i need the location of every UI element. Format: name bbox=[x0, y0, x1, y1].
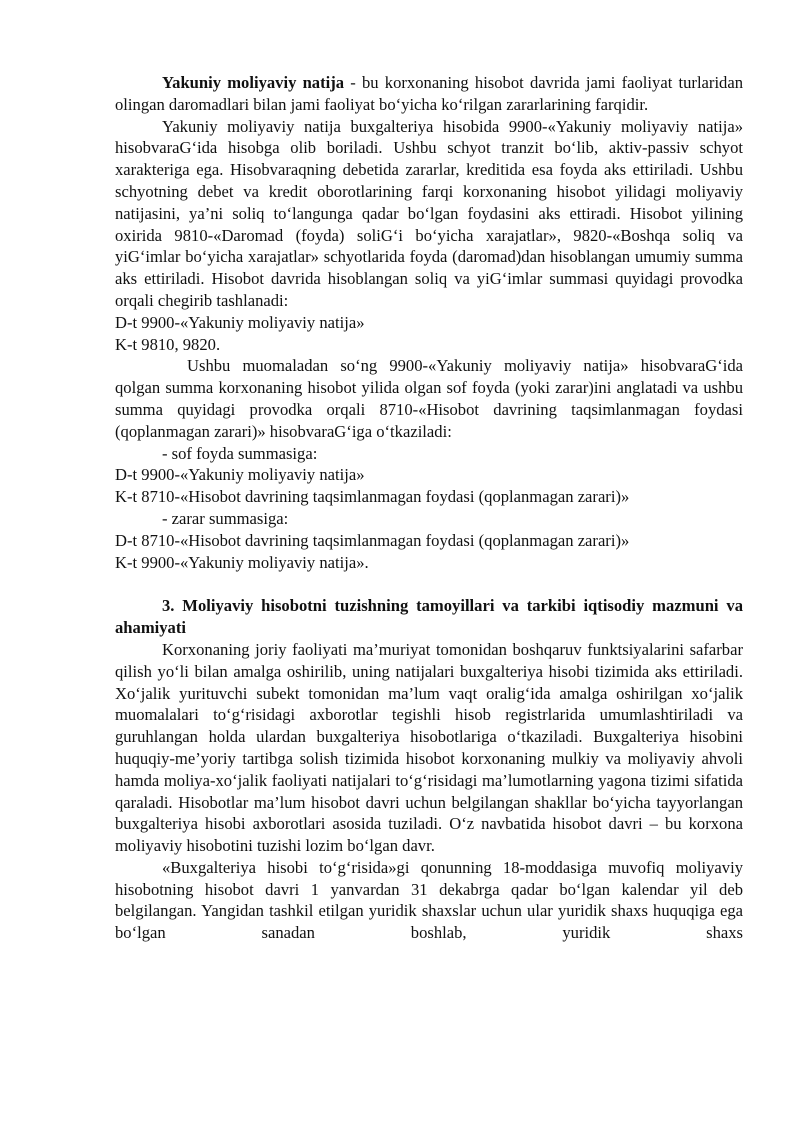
spacer bbox=[115, 573, 743, 595]
paragraph-reporting: Korxonaning joriy faoliyati ma’muriyat tomonidan boshqaruv funktsiyalarini safarbar qilish yo‘li bilan amalga oshirilib, uning natijalari buxgalteriya hisobi tizimida aks ettiriladi. Xo‘jalik yurituvchi subekt tomonidan ma’lum vaqt oralig‘ida amalga oshirilgan xo‘jalik muomalalari to‘g‘risidagi axborotlar tegishli hisob registrlarida umumlashtiriladi va guruhlangan holda ulardan buxgalteriya hisobotlariga o‘tkaziladi. Buxgalteriya hisobini huquqiy-me’yoriy tartibga solish tizimida hisobot korxonaning mulkiy va moliyaviy ahvoli hamda moliya-xo‘jalik faoliyati natijalari to‘g‘risidagi ma’lumotlarning yagona tizimi sifatida qaraladi. Hisobotlar ma’lum hisobot davri uchun belgilangan shakllar bo‘yicha tayyorlangan buxgalteriya hisobi axborotlari asosida tuziladi. O‘z navbatida hisobot davri – bu korxona moliyaviy hisobotini tuzishi lozim bo‘lgan davr. bbox=[115, 639, 743, 856]
net-profit-label: - sof foyda summasiga: bbox=[162, 443, 318, 463]
paragraph-law-article: «Buxgalteriya hisobi to‘g‘risida»gi qonunning 18-moddasiga muvofiq moliyaviy hisobotning hisobot davri 1 yanvardan 31 dekabrga qadar bo‘lgan kalendar yil deb belgilangan. Yangidan tashkil etilgan yuridik shaxslar uchun ular yuridik shaxs huquqiga ega bo‘lgan sanadan boshlab, yuridik shaxs bbox=[115, 857, 743, 943]
section-heading: 3. Moliyaviy hisobotni tuzishning tamoyillari va tarkibi iqtisodiy mazmuni va ahamiyati bbox=[115, 596, 743, 638]
entry-3-credit: K-t 9900-«Yakuniy moliyaviy natija». bbox=[115, 552, 369, 572]
loss-label: - zarar summasiga: bbox=[162, 508, 289, 528]
entry-1-credit: K-t 9810, 9820. bbox=[115, 334, 221, 354]
entry-2-credit: K-t 8710-«Hisobot davrining taqsimlanmagan foydasi (qoplanmagan zarari)» bbox=[115, 487, 630, 507]
defined-term: Yakuniy moliyaviy natija bbox=[162, 73, 345, 92]
definition-text: - bu korxonaning hisobot davrida jami faoliyat turlaridan olingan daromadlari bilan jami faoliyat bo‘yicha ko‘rilgan zararlarining farqidir. bbox=[115, 73, 744, 114]
document-page bbox=[115, 72, 743, 944]
entry-2-debit: D-t 9900-«Yakuniy moliyaviy natija» bbox=[115, 465, 365, 485]
paragraph-account-9900: Yakuniy moliyaviy natija buxgalteriya hisobida 9900-«Yakuniy moliyaviy natija» hisobvaraG‘ida hisobga olib boriladi. Ushbu schyot tranzit bo‘lib, aktiv-passiv schyot xarakteriga ega. Hisobvaraqning debetida zararlar, kreditida esa foyda aks ettiriladi. Ushbu schyotning debet va kredit oborotlarining farqi korxonaning hisobot yilidagi moliyaviy natijasini, ya’ni soliq to‘langunga qadar bo‘lgan foydasini aks ettiradi. Hisobot yilining oxirida 9810-«Daromad (foyda) soliG‘i bo‘yicha xarajatlar», 9820-«Boshqa soliq va yiG‘imlar bo‘yicha xarajatlar» schyotlarida foyda (daromad)dan hisoblangan umumiy summa aks ettiriladi. Hisobot davrida hisoblangan soliq va yiG‘imlar summasi quyidagi provodka orqali chegirib tashlanadi: bbox=[115, 116, 743, 310]
paragraph-definition bbox=[115, 72, 743, 116]
paragraph-net-profit: Ushbu muomaladan so‘ng 9900-«Yakuniy moliyaviy natija» hisobvaraG‘ida qolgan summa korxonaning hisobot yilida olgan sof foyda (yoki zarar)ini anglatadi va ushbu summa quyidagi provodka orqali 8710-«Hisobot davrining taqsimlanmagan foydasi (qoplanmagan zarari)» hisobvaraG‘iga o‘tkaziladi: bbox=[115, 356, 743, 441]
entry-3-debit: D-t 8710-«Hisobot davrining taqsimlanmagan foydasi (qoplanmagan zarari)» bbox=[115, 530, 630, 550]
entry-1-debit: D-t 9900-«Yakuniy moliyaviy natija» bbox=[115, 312, 365, 332]
